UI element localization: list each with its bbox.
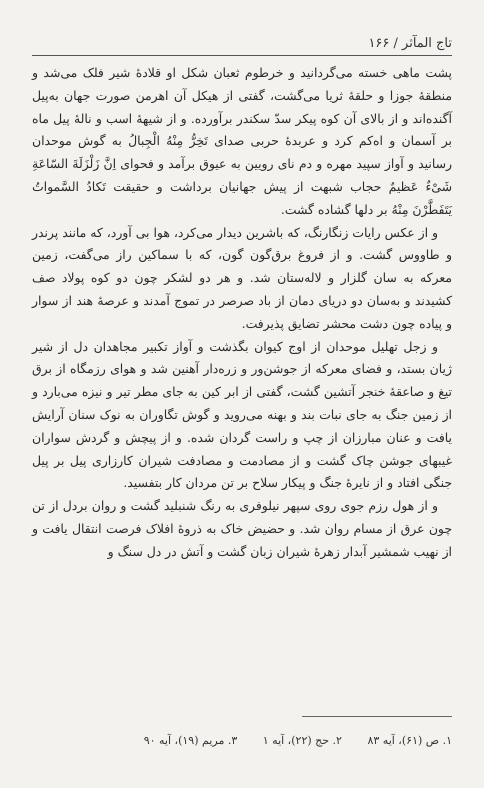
- paragraph: و از هول رزم جوی روی سپهر نیلوفری به رنگ شنبلید گشت و روان بردل از تن چون عرق از مسام روان شد. و حضیض خاک به ذروهٔ افلاک فرصت انتقال یافت و از نهیب شمشیر آبدار زهرهٔ شیران زبان گشت و آتش در دل سنگ و: [32, 498, 452, 559]
- paragraph: و از عکس رایات زنگارنگ، که باشرین دیدار می‌کرد، هوا بی آورد، که مانند پرندر و طاووس گشت. و از فروغ برق‌گون گون، که با سماکین راز می‌گفت، زمین معرکه به سان گلزار و لاله‌ستان شد. و هر دو لشکر چون دو کوه پولاد صف کشیدند و به‌سان دو دریای دمان از باد صرصر در تموج آمدند و عرصهٔ هند از سوار و پیاده چون دشت محشر تضایق پذیرفت.: [32, 224, 452, 331]
- paragraph: و زجل تهلیل موحدان از اوج کیوان بگذشت و آواز تکبیر مجاهدان دل از شیر ژیان بستد، و فضای معرکه از جوشن‌ور و زره‌دار آهنین شد و هوای رزمگاه از برق تیغ و صاعقهٔ خنجر آتشین گشت، گفتی از ابر کین به جای مطر تیر و نیزه می‌بارد و از زمین جنگ به جای نبات بند و بهنه می‌روید و گوش تگاوران به نوک سنان آرایش یافت و عنان مبارزان از چپ و راست گردان شده. و از پیچش و گردش سواران غیبهای جوشن چاک گشت و از مصادمت و مصادفت شیران کارزاری پیل بر پیل جنگی افتاد و از نایرهٔ جنگ و پیکار سلاح بر تن مردان کار بتفسید.: [32, 338, 452, 491]
- footnote: ۳. مریم (۱۹)، آیه ۹۰: [143, 734, 238, 747]
- header-rule: [32, 55, 452, 56]
- footnotes: [32, 734, 452, 747]
- running-title: تاج المآثر / ۱۶۶: [368, 36, 452, 51]
- page-header: [32, 34, 452, 56]
- footnote: ۲. حج (۲۲)، آیه ۱: [262, 734, 342, 747]
- footnote: ۱. ص (۶۱)، آیه ۸۳: [367, 734, 452, 747]
- paragraph: پشت ماهی خسته می‌گردانید و خرطوم ثعبان شکل او قلادهٔ شیر فلک می‌شد و منطقهٔ جوزا و حلقهٔ ثریا می‌گشت، گفتی از هیکل آن اهرمن صورت جهان به‌پیل آگنده‌اند و از بالای آن کوه پیکر سدّ سکندر برآورده. و از شیههٔ اسب و نالهٔ پیل ماه بر آسمان و اه‌کم کرد و عربدهٔ حربی صدای تَخِرُّ مِنْهُ الْجِبالُ به گوش موحدان رسانید و آواز سپید مهره و دم نای رویین به عیوق برآمد و فحوای اِنَّ زَلْزَلَةَ السّاعَةِ شَیْءٌ عَظیمٌ حجاب شبهت از پیش جهانیان برداشت و حقیقت تَکادُ السَّمواتُ یَتَفَطَّرْنَ مِنْهُ بر دلها گشاده گشت.: [32, 65, 452, 217]
- footnote-rule: [302, 716, 452, 717]
- body-text: [32, 62, 452, 564]
